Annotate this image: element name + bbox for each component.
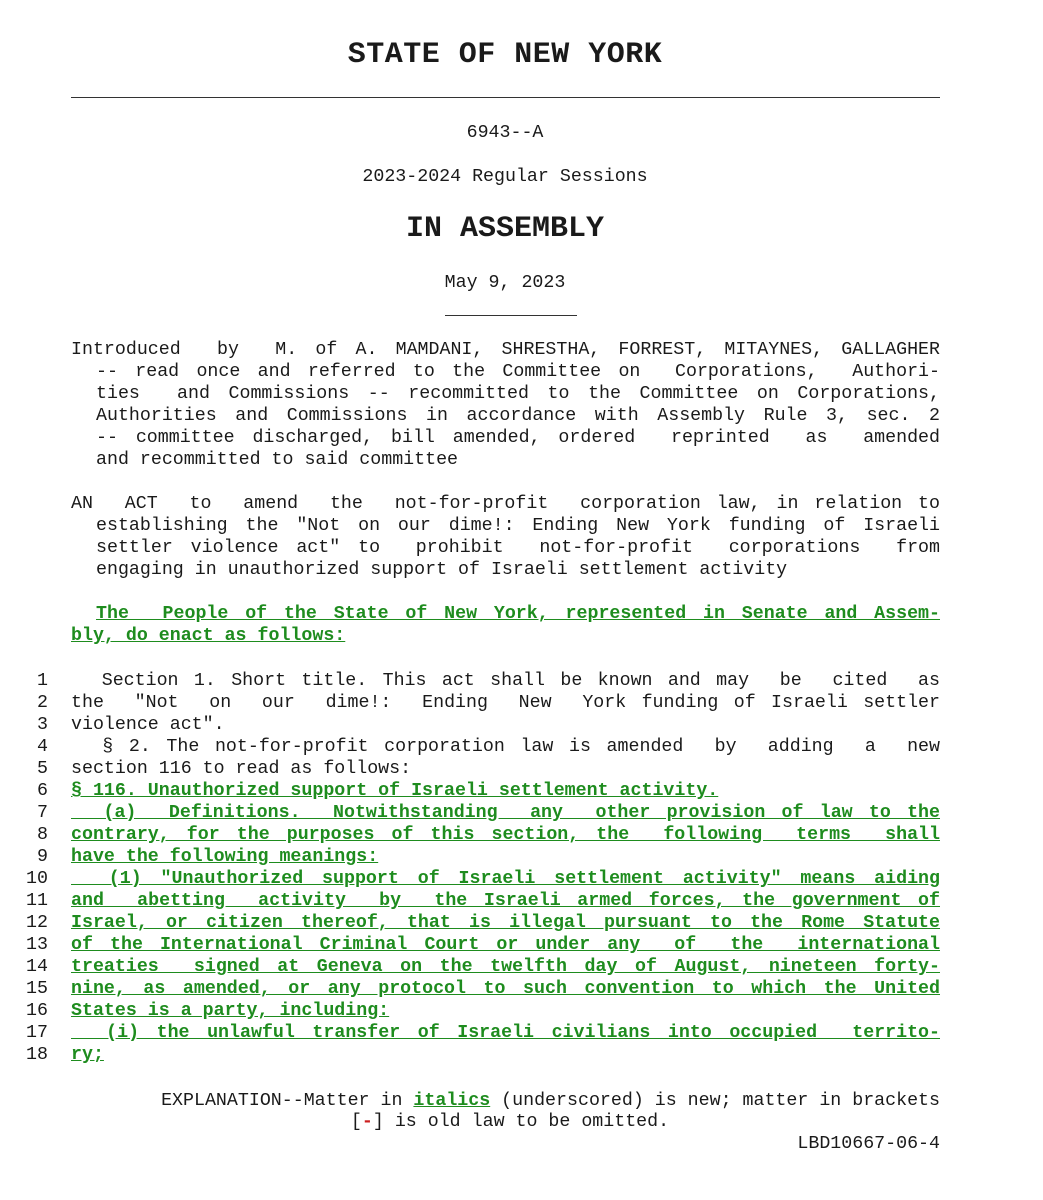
explanation-line2-text: is old law to be omitted.: [383, 1112, 670, 1132]
line-number: 12: [26, 913, 48, 933]
explanation-line-2: [0, 1112, 1020, 1132]
intro-line: -- read once and referred to the Committee on Corporations, Authori-: [96, 362, 940, 382]
explanation-prefix: EXPLANATION--Matter in: [161, 1091, 414, 1111]
state-title: STATE OF NEW YORK: [347, 38, 663, 72]
body-line-new: of the International Criminal Court or under any of the international: [71, 935, 940, 955]
line-number: 15: [26, 979, 48, 999]
body-line-new: nine, as amended, or any protocol to such convention to which the United: [71, 979, 940, 999]
line-number: 1: [37, 671, 48, 691]
intro-line: ties and Commissions -- recommitted to the Committee on Corporations,: [96, 384, 940, 404]
line-number: 10: [26, 869, 48, 889]
intro-line: and recommitted to said committee: [96, 450, 459, 470]
header-rule: [71, 97, 940, 98]
act-title-line: AN ACT to amend the not-for-profit corporation law, in relation to: [71, 494, 940, 514]
line-number: 13: [26, 935, 48, 955]
body-line-new: States is a party, including:: [71, 1001, 390, 1021]
enacting-clause-line: bly, do enact as follows:: [71, 626, 346, 646]
bracket-open: [: [350, 1112, 362, 1132]
body-line: section 116 to read as follows:: [71, 759, 412, 779]
body-line: § 2. The not-for-profit corporation law is amended by adding a new: [71, 737, 940, 757]
act-title-line: engaging in unauthorized support of Israeli settlement activity: [96, 560, 788, 580]
line-number: 16: [26, 1001, 48, 1021]
intro-line: Introduced by M. of A. MAMDANI, SHRESTHA, FORREST, MITAYNES, GALLAGHER: [71, 340, 940, 360]
bracket-dash: -: [361, 1112, 373, 1132]
body-line: violence act".: [71, 715, 225, 735]
line-number: 3: [37, 715, 48, 735]
body-line-new: (i) the unlawful transfer of Israeli civilians into occupied territo-: [71, 1023, 940, 1043]
act-title-line: settler violence act" to prohibit not-for-profit corporations from: [96, 538, 940, 558]
line-number: 11: [26, 891, 48, 911]
body-line-new: (a) Definitions. Notwithstanding any other provision of law to the: [71, 803, 940, 823]
house-title: IN ASSEMBLY: [405, 212, 605, 246]
act-title-line: establishing the "Not on our dime!: Ending New York funding of Israeli: [96, 516, 940, 536]
body-line-new: contrary, for the purposes of this section, the following terms shall: [71, 825, 940, 845]
line-number: 9: [37, 847, 48, 867]
line-number: 5: [37, 759, 48, 779]
intro-line: -- committee discharged, bill amended, ordered reprinted as amended: [96, 428, 940, 448]
intro-line: Authorities and Commissions in accordance with Assembly Rule 3, sec. 2: [96, 406, 940, 426]
explanation-line: [71, 1090, 940, 1112]
body-line-new: (1) "Unauthorized support of Israeli settlement activity" means aiding: [71, 869, 940, 889]
enacting-clause-line: The People of the State of New York, represented in Senate and Assem-: [96, 604, 940, 624]
line-number: 7: [37, 803, 48, 823]
body-line-new: treaties signed at Geneva on the twelfth day of August, nineteen forty-: [71, 957, 940, 977]
line-number: 18: [26, 1045, 48, 1065]
body-line-new: have the following meanings:: [71, 847, 379, 867]
document-code: LBD10667-06-4: [797, 1134, 940, 1154]
line-number: 14: [26, 957, 48, 977]
body-line-new: and abetting activity by the Israeli armed forces, the government of: [71, 891, 940, 911]
line-number: 4: [37, 737, 48, 757]
body-line: the "Not on our dime!: Ending New York funding of Israeli settler: [71, 693, 940, 713]
line-number: 2: [37, 693, 48, 713]
bill-number: 6943--A: [466, 123, 544, 143]
body-line: Section 1. Short title. This act shall be known and may be cited as: [71, 671, 940, 691]
session-label: 2023-2024 Regular Sessions: [362, 167, 648, 187]
italics-example: italics: [413, 1091, 491, 1111]
explanation-rest: (underscored) is new; matter in brackets: [490, 1091, 940, 1111]
body-line-new: Israel, or citizen thereof, that is illegal pursuant to the Rome Statute: [71, 913, 940, 933]
line-number: 17: [26, 1023, 48, 1043]
body-line-new: § 116. Unauthorized support of Israeli settlement activity.: [71, 781, 719, 801]
body-line-new: ry;: [71, 1045, 104, 1065]
date-rule: [445, 315, 577, 316]
bracket-close: ]: [372, 1112, 384, 1132]
line-number: 6: [37, 781, 48, 801]
introduction-date: May 9, 2023: [444, 273, 566, 293]
line-number: 8: [37, 825, 48, 845]
